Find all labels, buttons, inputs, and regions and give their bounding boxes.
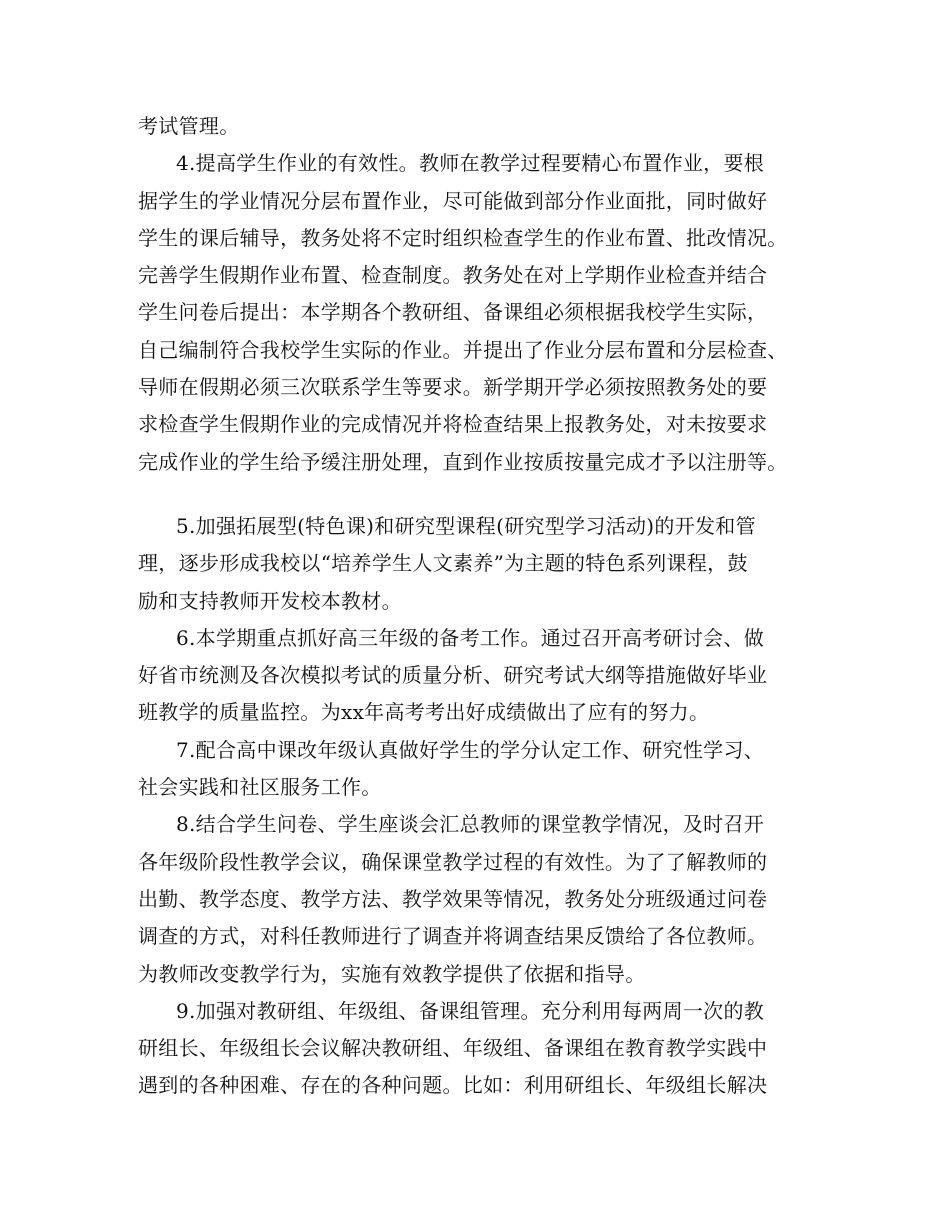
text-line: 学生的课后辅导，教务处将不定时组织检查学生的作业布置、批改情况。 bbox=[138, 225, 788, 250]
text-line: 研组长、年级组长会议解决教研组、年级组、备课组在教育教学实践中 bbox=[138, 1036, 768, 1061]
text-line: 出勤、教学态度、教学方法、教学效果等情况，教务处分班级通过问卷 bbox=[138, 886, 768, 911]
text-line: 据学生的学业情况分层布置作业，尽可能做到部分作业面批，同时做好 bbox=[138, 188, 768, 213]
text-line: 为教师改变教学行为，实施有效教学提供了依据和指导。 bbox=[138, 961, 646, 986]
text-block-1 bbox=[138, 108, 818, 481]
text-line: 好省市统测及各次模拟考试的质量分析、研究考试大纲等措施做好毕业 bbox=[138, 663, 768, 688]
text-block-2 bbox=[138, 508, 818, 1105]
text-line: 完成作业的学生给予缓注册处理，直到作业按质按量完成才予以注册等。 bbox=[138, 449, 788, 474]
paragraph-6-line: 6.本学期重点抓好高三年级的备考工作。通过召开高考研讨会、做 bbox=[176, 625, 765, 650]
text-line: 理，逐步形成我校以“培养学生人文素养”为主题的特色系列课程，鼓 bbox=[138, 551, 748, 576]
text-line: 社会实践和社区服务工作。 bbox=[138, 775, 382, 800]
paragraph-9-line: 9.加强对教研组、年级组、备课组管理。充分利用每两周一次的教 bbox=[176, 998, 765, 1023]
paragraph-4-line: 4.提高学生作业的有效性。教师在教学过程要精心布置作业，要根 bbox=[176, 151, 765, 176]
text-line: 遇到的各种困难、存在的各种问题。比如：利用研组长、年级组长解决 bbox=[138, 1073, 768, 1098]
text-line: 励和支持教师开发校本教材。 bbox=[138, 588, 402, 613]
text-line: 调查的方式，对科任教师进行了调查并将调查结果反馈给了各位教师。 bbox=[138, 924, 768, 949]
text-line: 学生问卷后提出：本学期各个教研组、备课组必须根据我校学生实际， bbox=[138, 300, 768, 325]
text-line: 考试管理。 bbox=[138, 114, 240, 138]
text-line: 导师在假期必须三次联系学生等要求。新学期开学必须按照教务处的要 bbox=[138, 375, 768, 400]
paragraph-8-line: 8.结合学生问卷、学生座谈会汇总教师的课堂教学情况，及时召开 bbox=[176, 812, 765, 837]
text-line: 各年级阶段性教学会议，确保课堂教学过程的有效性。为了了解教师的 bbox=[138, 849, 768, 874]
text-line: 自己编制符合我校学生实际的作业。并提出了作业分层布置和分层检查、 bbox=[138, 337, 788, 362]
text-line: 求检查学生假期作业的完成情况并将检查结果上报教务处，对未按要求 bbox=[138, 412, 768, 437]
paragraph-7-line: 7.配合高中课改年级认真做好学生的学分认定工作、研究性学习、 bbox=[176, 737, 765, 762]
text-line: 班教学的质量监控。为xx年高考考出好成绩做出了应有的努力。 bbox=[138, 700, 710, 725]
text-line: 完善学生假期作业布置、检查制度。教务处在对上学期作业检查并结合 bbox=[138, 263, 768, 288]
paragraph-5-line: 5.加强拓展型(特色课)和研究型课程(研究型学习活动)的开发和管 bbox=[176, 514, 756, 538]
